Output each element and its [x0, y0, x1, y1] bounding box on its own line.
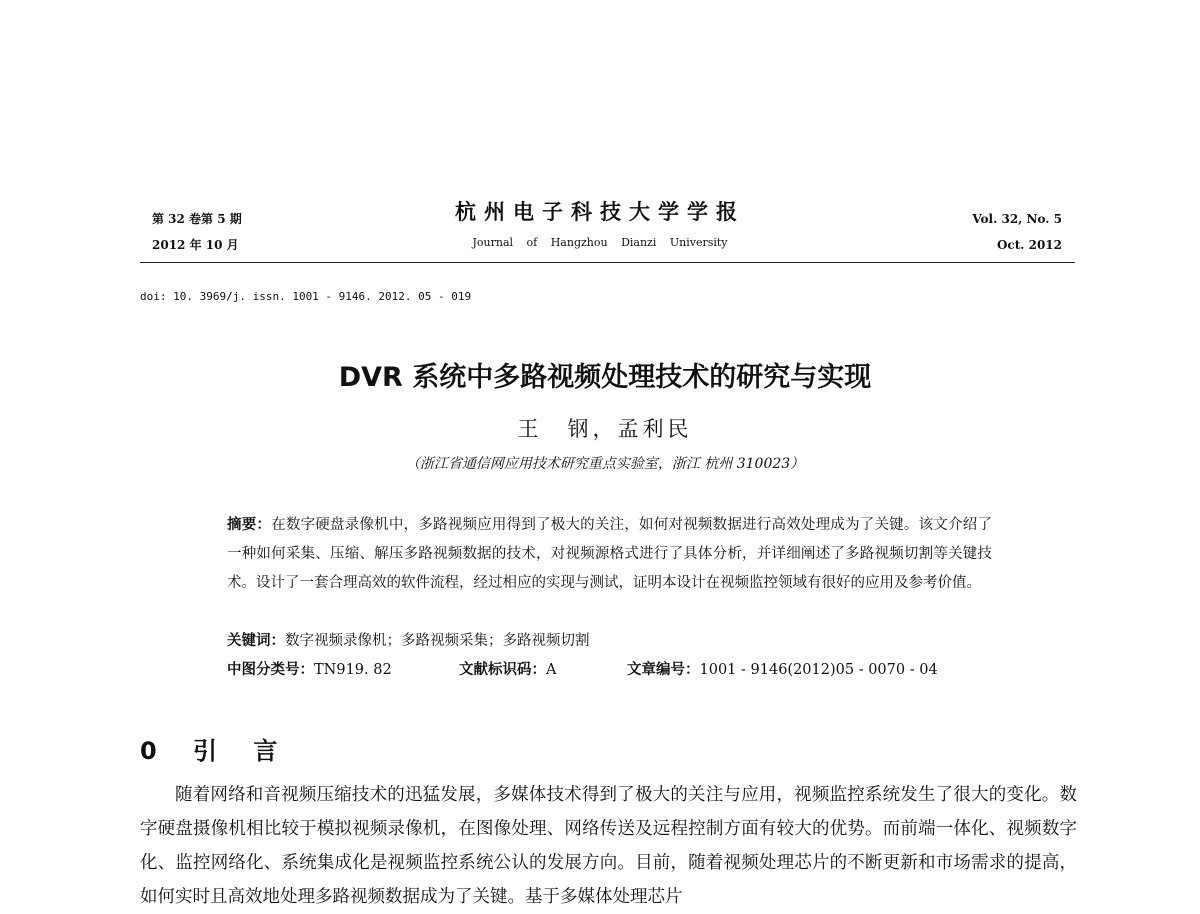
abstract-label: 摘要：: [227, 517, 272, 533]
date-cn: 2012 年 10 月: [152, 238, 239, 252]
volume-issue-cn: 第 32 卷第 5 期: [152, 212, 242, 226]
journal-title-cn: 杭州电子科技大学学报: [455, 199, 745, 224]
article-number-value: 1001 - 9146(2012)05 - 0070 - 04: [699, 662, 938, 678]
volume-issue-en: Vol. 32, No. 5: [972, 212, 1062, 226]
article-number-label: 文章编号：: [627, 662, 700, 678]
journal-masthead: [300, 196, 900, 249]
affiliation: （浙江省通信网应用技术研究重点实验室，浙江 杭州 310023）: [405, 456, 805, 472]
abstract: [227, 511, 992, 598]
header-rule: [140, 262, 1075, 263]
document-code: [459, 656, 627, 685]
keywords-text: 数字视频录像机；多路视频采集；多路视频切割: [285, 633, 590, 649]
keywords: [227, 627, 590, 656]
doc-code-label: 文献标识码：: [459, 662, 546, 678]
header-left: [152, 206, 242, 258]
clc-label: 中图分类号：: [227, 662, 314, 678]
doi: doi: 10. 3969/j. issn. 1001 - 9146. 2012. 05 - 019: [140, 290, 472, 303]
date-en: Oct. 2012: [996, 238, 1062, 252]
body-paragraph: 随着网络和音视频压缩技术的迅猛发展，多媒体技术得到了极大的关注与应用，视频监控系统发生了很大的变化。数字硬盘摄像机相比较于模拟视频录像机，在图像处理、网络传送及远程控制方面有较大的优势。而前端一体化、视频数字化、监控网络化、系统集成化是视频监控系统公认的发展方向。目前，随着视频处理芯片的不断更新和市场需求的提高，如何实时且高效地处理多路视频数据成为了关键。基于多媒体处理芯片: [140, 785, 1077, 907]
clc-value: TN919. 82: [314, 662, 392, 678]
paper-title: DVR 系统中多路视频处理技术的研究与实现: [338, 362, 872, 393]
doc-code-value: A: [546, 662, 557, 678]
journal-title-en: Journal of Hangzhou Dianzi University: [472, 236, 728, 249]
clc-number: [227, 656, 459, 685]
keywords-label: 关键词：: [227, 633, 285, 649]
authors: 王 钢，孟利民: [517, 417, 693, 441]
header-right: [972, 206, 1062, 258]
abstract-text: 在数字硬盘录像机中，多路视频应用得到了极大的关注，如何对视频数据进行高效处理成为了关键。该文介绍了一种如何采集、压缩、解压多路视频数据的技术，对视频源格式进行了具体分析，并详细阐述了多路视频切割等关键技术。设计了一套合理高效的软件流程，经过相应的实现与测试，证明本设计在视频监控领域有很好的应用及参考价值。: [227, 517, 993, 591]
classification-row: [227, 656, 938, 685]
section-heading: 0 引 言: [140, 737, 292, 765]
article-number: [627, 656, 938, 685]
